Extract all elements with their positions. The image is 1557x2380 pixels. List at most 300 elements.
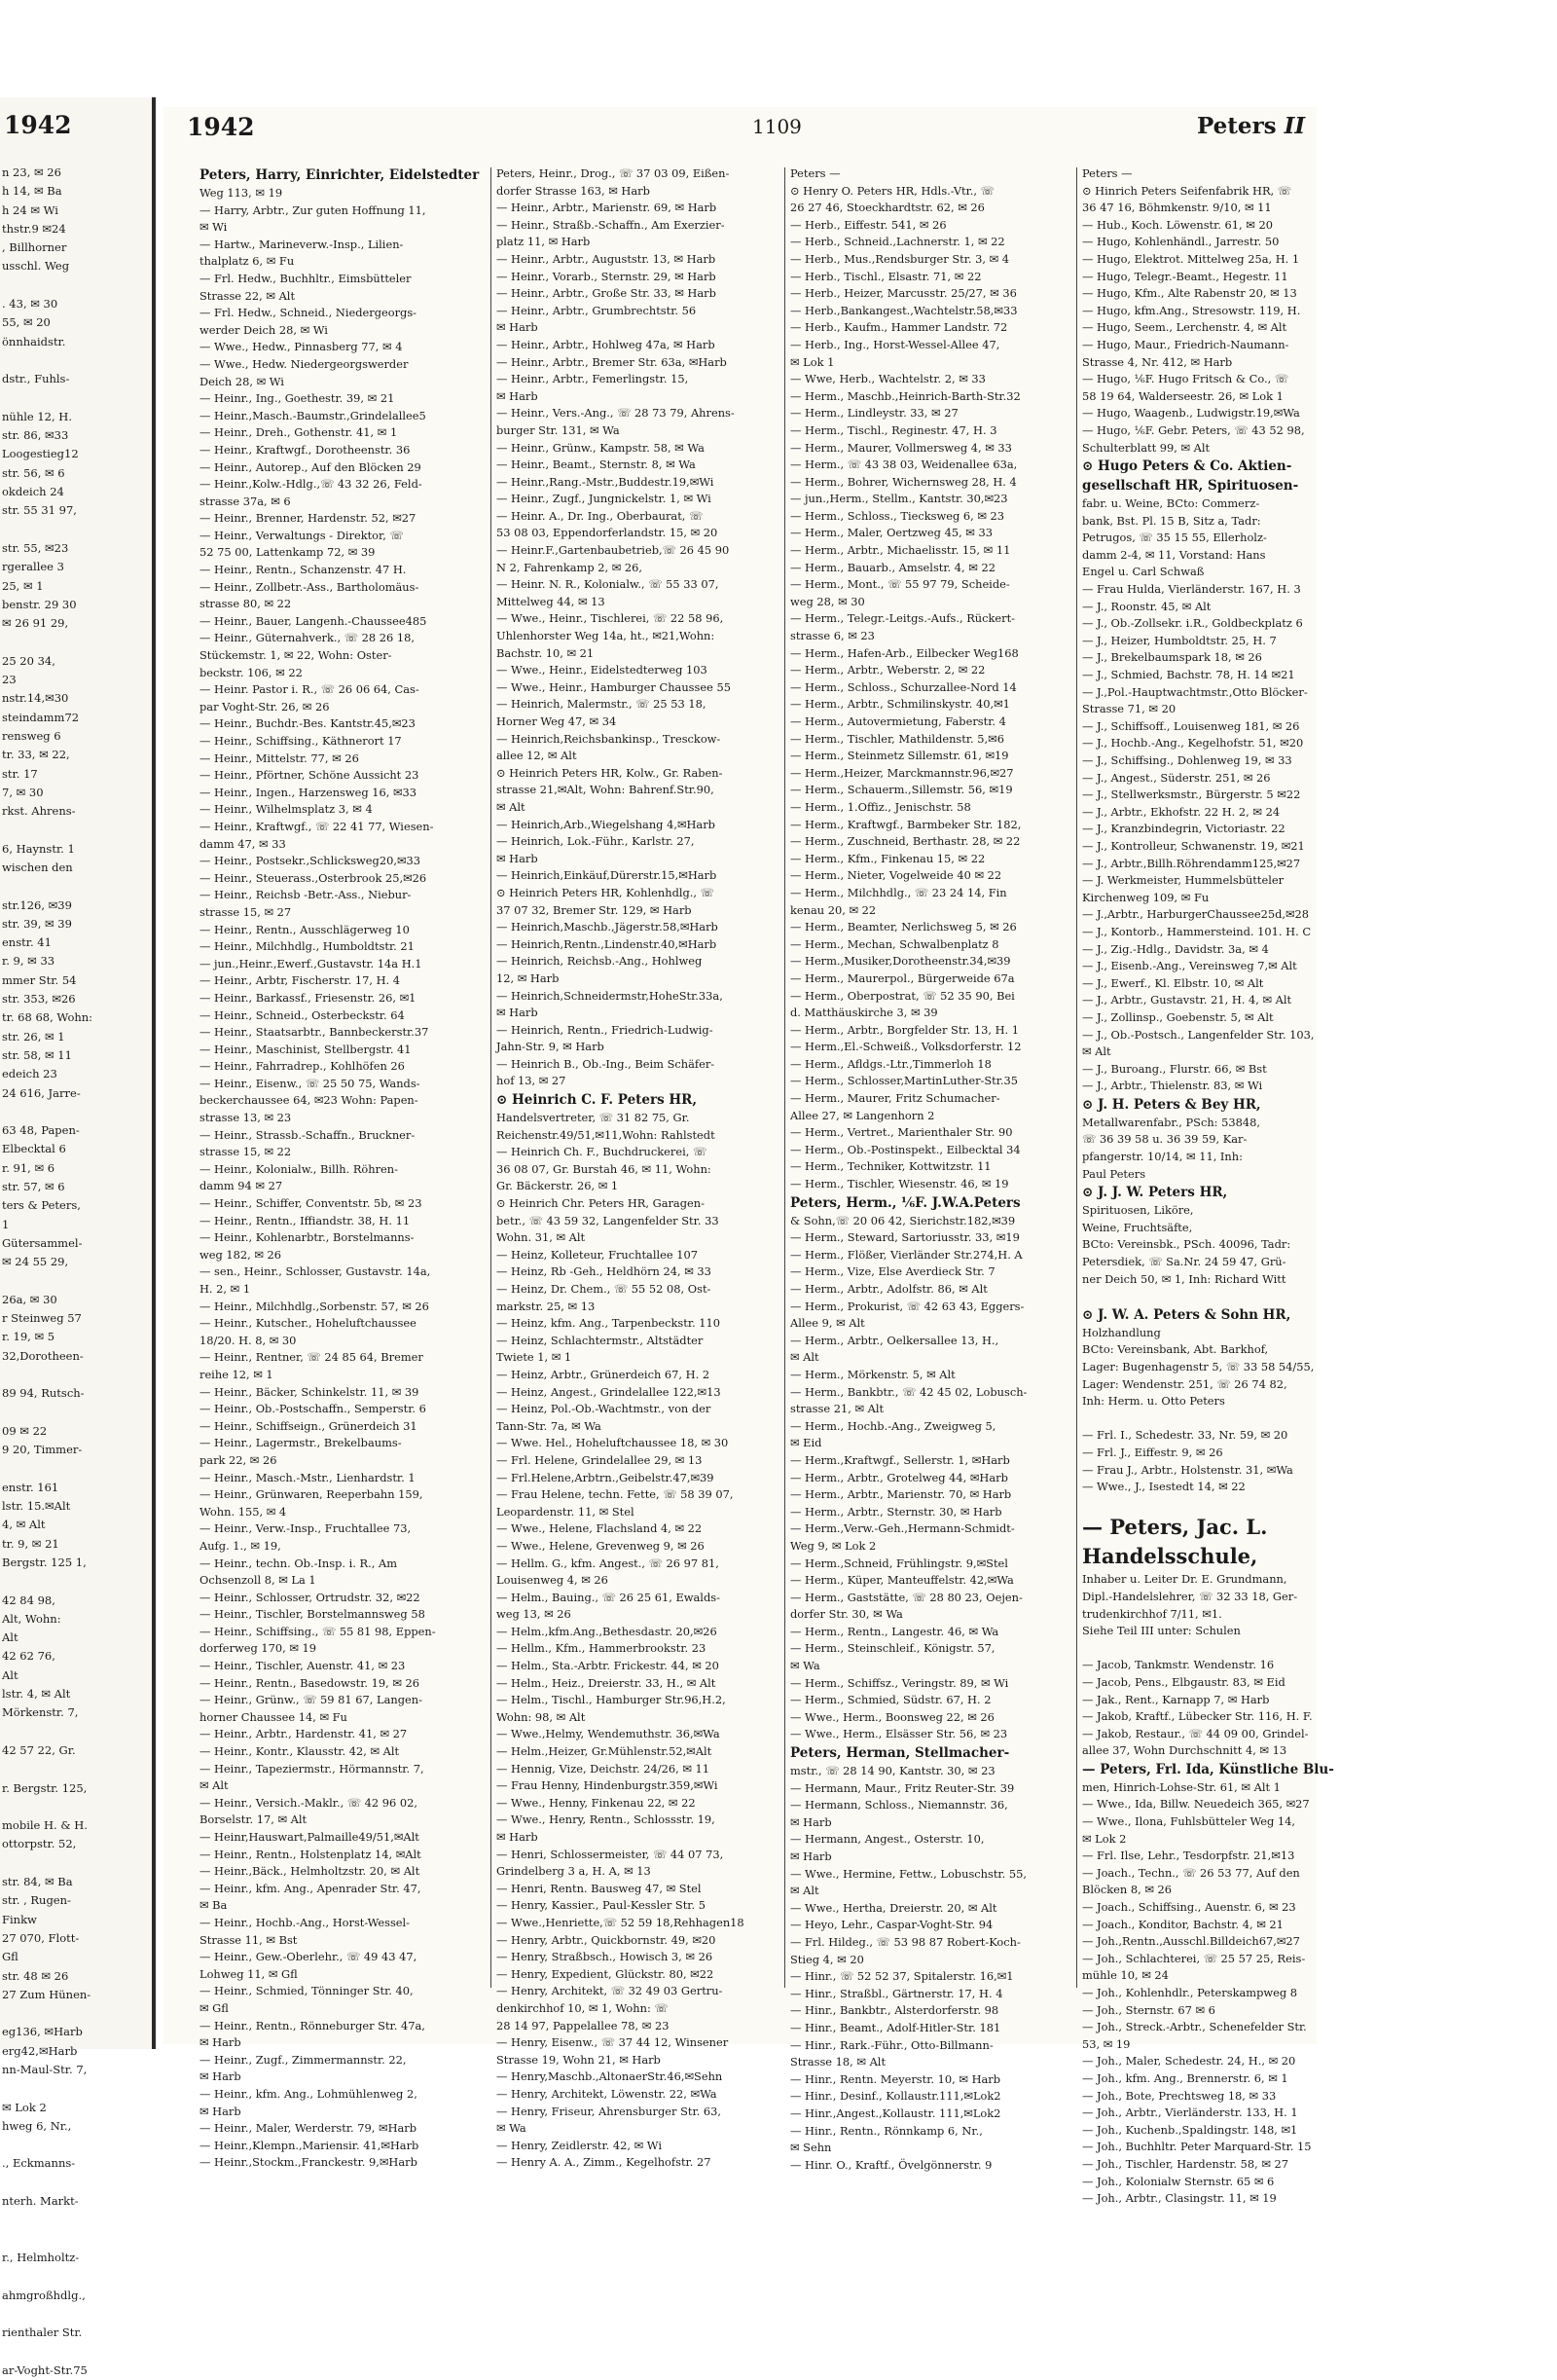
- directory-entry-line: — Heinr., Schneid., Osterbeckstr. 64: [199, 1007, 405, 1022]
- directory-entry-line: — Heinr., Milchhdlg.,Sorbenstr. 57, ✉ 26: [199, 1299, 429, 1313]
- directory-entry-line: — Henry, Zeidlerstr. 42, ✉ Wi: [496, 2138, 662, 2152]
- directory-entry-line: — Frl.Helene,Arbtrn.,Geibelstr.47,✉39: [496, 1470, 714, 1484]
- directory-entry-line: weg 28, ✉ 30: [790, 594, 865, 608]
- directory-entry-line: ⊙ J. J. W. Peters HR,: [1082, 1185, 1228, 1201]
- directory-entry-line: — Heinr,Hauswart,Palmaille49/51,✉Alt: [199, 1830, 419, 1844]
- directory-entry-line: — Heinr., Schmied, Tönninger Str. 40,: [199, 1984, 414, 1998]
- directory-entry-line: — J., Heizer, Humboldtstr. 25, H. 7: [1082, 633, 1277, 647]
- left-page-line: 23: [2, 673, 17, 687]
- directory-entry-line: — Wwe., J., Isestedt 14, ✉ 22: [1082, 1480, 1246, 1494]
- directory-entry-line: — Heinr., Vorarb., Sternstr. 29, ✉ Harb: [496, 269, 716, 283]
- directory-entry-line: mstr., ☏ 28 14 90, Kantstr. 30, ✉ 23: [790, 1764, 996, 1778]
- left-page-line: 42 57 22, Gr.: [2, 1742, 76, 1757]
- directory-entry-line: — Herb., Eiffestr. 541, ✉ 26: [790, 217, 947, 232]
- directory-entry-line: — Heyo, Lehr., Caspar-Voght-Str. 94: [790, 1918, 994, 1932]
- directory-entry-line: 52 75 00, Lattenkamp 72, ✉ 39: [199, 545, 376, 560]
- left-page-line: [2, 1572, 148, 1591]
- left-page-line: 32,Dorotheen-: [2, 1348, 84, 1363]
- directory-entry-line: — Herb., Heizer, Marcusstr. 25/27, ✉ 36: [790, 286, 1017, 301]
- directory-entry-line: Siehe Teil III unter: Schulen: [1082, 1624, 1241, 1638]
- left-page-line: [2, 521, 148, 539]
- directory-entry-line: — Heinrich,Reichsbankinsp., Tresckow-: [496, 731, 721, 746]
- directory-entry-line: — Wwe., Hedw. Niedergeorgswerder: [199, 356, 409, 371]
- directory-entry-line: — J., Ob.-Postsch., Langenfelder Str. 103,: [1082, 1027, 1315, 1042]
- directory-entry-line: — Heinr., Schlosser, Ortrudstr. 32, ✉22: [199, 1590, 420, 1604]
- directory-entry-line: Stückemstr. 1, ✉ 22, Wohn: Oster-: [199, 648, 392, 663]
- directory-entry-line: — Heinr., Ing., Goethestr. 39, ✉ 21: [199, 391, 395, 406]
- directory-entry-line: — Henry, Straßbsch., Howisch 3, ✉ 26: [496, 1950, 713, 1964]
- directory-entry-line: — Wwe., Henry, Rentn., Schlossstr. 19,: [496, 1812, 715, 1827]
- directory-entry-line: BCto: Vereinsbk., PSch. 40096, Tadr:: [1082, 1237, 1291, 1252]
- directory-entry-line: — Hugo, Waagenb., Ludwigstr.19,✉Wa: [1082, 406, 1300, 421]
- directory-entry-line: — J. Werkmeister, Hummelsbütteler: [1082, 873, 1285, 888]
- directory-entry-line: — Herb., Ing., Horst-Wessel-Allee 47,: [790, 337, 1000, 351]
- left-page-line: Elbecktal 6: [2, 1142, 66, 1156]
- directory-entry-line: — Hinr., Desinf., Kollaustr.111,✉Lok2: [790, 2089, 1001, 2104]
- directory-entry-line: — J., Zollinsp., Goebenstr. 5, ✉ Alt: [1082, 1009, 1274, 1024]
- directory-entry-line: Peters —: [1082, 166, 1133, 180]
- directory-entry-line: Peters —: [790, 166, 841, 180]
- left-page-line: 25 20 34,: [2, 653, 55, 668]
- left-page-line: [2, 2305, 148, 2324]
- left-page-line: rensweg 6: [2, 728, 61, 743]
- directory-entry-line: — J., Hochb.-Ang., Kegelhofstr. 51, ✉20: [1082, 736, 1304, 751]
- left-page-line: [2, 2136, 148, 2154]
- directory-entry-line: — Frau Hulda, Vierländerstr. 167, H. 3: [1082, 582, 1301, 597]
- directory-entry-line: strasse 21, ✉ Alt: [790, 1402, 885, 1416]
- directory-entry-line: — Hugo, Elektrot. Mittelweg 25a, H. 1: [1082, 251, 1300, 266]
- directory-entry-line: — Heinr., Lagermstr., Brekelbaums-: [199, 1436, 402, 1450]
- directory-entry-line: Deich 28, ✉ Wi: [199, 374, 284, 388]
- directory-entry-line: — Heinr., Rentner, ☏ 24 85 64, Bremer: [199, 1350, 423, 1365]
- directory-entry-line: d. Matthäuskirche 3, ✉ 39: [790, 1006, 938, 1020]
- left-page-line: [2, 821, 148, 839]
- directory-entry-line: — Herm., Schmied, Südstr. 67, H. 2: [790, 1693, 992, 1707]
- directory-entry-line: — J., Arbtr., Thielenstr. 83, ✉ Wi: [1082, 1079, 1263, 1093]
- directory-entry-line: — Hellm., Kfm., Hammerbrookstr. 23: [496, 1641, 706, 1656]
- page-header: [163, 107, 1317, 154]
- directory-entry-line: — Herb.,Bankangest.,Wachtelstr.58,✉33: [790, 303, 1018, 317]
- directory-entry-line: — J., Schiffsing., Dohlenweg 19, ✉ 33: [1082, 753, 1292, 767]
- directory-entry-line: — Heinrich,Einkäuf,Dürerstr.15,✉Harb: [496, 868, 717, 883]
- directory-entry-line: — Herm., Steinmetz Sillemstr. 61, ✉19: [790, 749, 1009, 763]
- directory-entry-line: — Heinr., Masch.-Mstr., Lienhardstr. 1: [199, 1470, 416, 1484]
- left-page-line: ., Eckmanns-: [2, 2156, 76, 2171]
- directory-entry-line: — Herm., ☏ 43 38 03, Weidenallee 63a,: [790, 458, 1018, 472]
- directory-entry-line: — Hinr., Bankbtr., Alsterdorferstr. 98: [790, 2003, 999, 2018]
- directory-entry-line: — Henry,Maschb.,AltonaerStr.46,✉Sehn: [496, 2069, 723, 2084]
- directory-entry-line: — Herm., Maler, Oertzweg 45, ✉ 33: [790, 526, 993, 540]
- directory-entry-line: — Helm., Bauing., ☏ 26 25 61, Ewalds-: [496, 1590, 720, 1604]
- directory-entry-line: — Helm.,Heizer, Gr.Mühlenstr.52,✉Alt: [496, 1744, 712, 1759]
- left-page-line: 1: [2, 1217, 10, 1231]
- directory-entry-line: — Hinr., Straßbl., Gärtnerstr. 17, H. 4: [790, 1986, 1003, 2000]
- directory-entry-line: & Sohn,☏ 20 06 42, Sierichstr.182,✉39: [790, 1213, 1016, 1227]
- left-page-line: str. 55 31 97,: [2, 503, 77, 518]
- directory-entry-line: — J., Kontorb., Hammersteind. 101. H. C: [1082, 924, 1312, 938]
- directory-entry-line: — Heinr., Schiffsing., Käthnerort 17: [199, 734, 402, 748]
- left-page-line: 09 ✉ 22: [2, 1423, 48, 1438]
- left-page-line: rgerallee 3: [2, 560, 64, 574]
- running-title: [1197, 113, 1305, 139]
- directory-entry-line: pfangerstr. 10/14, ✉ 11, Inh:: [1082, 1150, 1243, 1164]
- directory-entry-line: kenau 20, ✉ 22: [790, 902, 877, 917]
- directory-entry-line: — Herb., Tischl., Elsastr. 71, ✉ 22: [790, 269, 982, 283]
- directory-entry-line: dorfer Str. 30, ✉ Wa: [790, 1607, 903, 1622]
- directory-entry-line: — Heinr., Grünw., ☏ 59 81 67, Langen-: [199, 1693, 422, 1707]
- directory-entry-line: — Heinr., Kraftwgf., Dorotheenstr. 36: [199, 442, 411, 457]
- directory-entry-line: allee 37, Wohn Durchschnitt 4, ✉ 13: [1082, 1743, 1287, 1758]
- directory-entry-line: burger Str. 131, ✉ Wa: [496, 422, 620, 437]
- directory-entry-line: — Herm., Vertret., Marienthaler Str. 90: [790, 1125, 1013, 1140]
- left-page-line: [2, 2342, 148, 2361]
- directory-entry-line: — Herm., Maurer, Fritz Schumacher-: [790, 1091, 1000, 1106]
- left-page-line: 63 48, Papen-: [2, 1123, 80, 1138]
- directory-entry-line: Peters, Herm., ⅙F. J.W.A.Peters: [790, 1194, 1021, 1211]
- left-page-line: 6, Haynstr. 1: [2, 841, 75, 856]
- left-page-line: , Billhorner: [2, 240, 67, 255]
- directory-entry-line: — Henry, Kassier., Paul-Kessler Str. 5: [496, 1898, 706, 1913]
- left-page-line: nühle 12, H.: [2, 409, 72, 423]
- directory-entry-line: — Heinz, Rb -Geh., Heldhörn 24, ✉ 33: [496, 1264, 711, 1279]
- directory-entry-line: — Wwe.,Helmy, Wendemuthstr. 36,✉Wa: [496, 1727, 720, 1741]
- directory-entry-line: — Helm., Tischl., Hamburger Str.96,H.2,: [496, 1693, 726, 1707]
- directory-entry-line: — Heinz, Kolleteur, Fruchtallee 107: [496, 1247, 698, 1262]
- directory-entry-line: — Herm., Steinschleif., Königstr. 57,: [790, 1641, 996, 1656]
- directory-entry-line: — Herm., Zuschneid, Berthastr. 28, ✉ 22: [790, 834, 1021, 849]
- left-page-line: nterh. Markt-: [2, 2194, 79, 2209]
- left-page-line: Alt: [2, 1667, 18, 1682]
- directory-entry-line: — Harry, Arbtr., Zur guten Hoffnung 11,: [199, 202, 426, 217]
- directory-entry-line: — Heinr.,Stockm.,Franckestr. 9,✉Harb: [199, 2155, 417, 2170]
- left-page-line: dstr., Fuhls-: [2, 372, 70, 386]
- directory-entry-line: — Heinrich,Rentn.,Lindenstr.40,✉Harb: [496, 936, 717, 951]
- directory-entry-line: — Heinr., Grünwaren, Reeperbahn 159,: [199, 1487, 423, 1502]
- left-page-line: [2, 2211, 148, 2229]
- directory-entry-line: — Herm., Arbtr., Weberstr. 2, ✉ 22: [790, 663, 986, 677]
- directory-entry-line: — Hugo, kfm.Ang., Stresowstr. 119, H.: [1082, 303, 1301, 317]
- directory-entry-line: — Hennig, Vize, Deichstr. 24/26, ✉ 11: [496, 1761, 710, 1776]
- left-page-line: . 43, ✉ 30: [2, 297, 58, 311]
- directory-entry-line: — Heinr., Tapeziermstr., Hörmannstr. 7,: [199, 1761, 424, 1776]
- left-page-line: [2, 1103, 148, 1121]
- left-page-line: str. 353, ✉26: [2, 992, 76, 1007]
- directory-entry-line: — Heinr., Barkassf., Friesenstr. 26, ✉1: [199, 990, 416, 1005]
- left-page-line: 7, ✉ 30: [2, 785, 44, 799]
- directory-entry-line: Handelsschule,: [1082, 1544, 1258, 1569]
- directory-entry-line: — Herm., Nieter, Vogelweide 40 ✉ 22: [790, 868, 1002, 883]
- directory-entry-line: — Herm.,Heizer, Marckmannstr.96,✉27: [790, 765, 1014, 780]
- left-page-line: str. 56, ✉ 6: [2, 465, 65, 480]
- left-page-line: edeich 23: [2, 1067, 57, 1081]
- directory-entry-line: Blöcken 8, ✉ 26: [1082, 1883, 1172, 1897]
- directory-entry-line: — Heinrich, Malermstr., ☏ 25 53 18,: [496, 697, 706, 712]
- directory-entry-line: — Herm., Vize, Else Averdieck Str. 7: [790, 1264, 996, 1279]
- directory-entry-line: — jun.,Herm., Stellm., Kantstr. 30,✉23: [790, 492, 1008, 506]
- left-page-line: steindamm72: [2, 710, 80, 724]
- left-page-line: rienthaler Str.: [2, 2325, 83, 2340]
- directory-column-2: [496, 165, 780, 2170]
- directory-entry-line: — J., Stellwerksmstr., Bürgerstr. 5 ✉22: [1082, 787, 1301, 802]
- directory-entry-line: — Herb., Schneid.,Lachnerstr. 1, ✉ 22: [790, 235, 1005, 249]
- directory-entry-line: — Joh., Kolonialw Sternstr. 65 ✉ 6: [1082, 2174, 1275, 2188]
- directory-entry-line: Allee 9, ✉ Alt: [790, 1316, 865, 1331]
- directory-entry-line: — Heinr., Eisenw., ☏ 25 50 75, Wands-: [199, 1076, 420, 1090]
- directory-entry-line: — Wwe, Herb., Wachtelstr. 2, ✉ 33: [790, 372, 986, 386]
- directory-entry-line: — Heinz, kfm. Ang., Tarpenbeckstr. 110: [496, 1316, 721, 1331]
- directory-entry-line: — Herm., Ob.-Postinspekt., Eilbecktal 34: [790, 1142, 1021, 1156]
- left-page-line: tr. 9, ✉ 21: [2, 1536, 59, 1551]
- directory-entry-line: — sen., Heinr., Schlosser, Gustavstr. 14a,: [199, 1264, 431, 1279]
- directory-entry-line: — Heinrich,Schneidermstr,HoheStr.33a,: [496, 988, 723, 1003]
- directory-entry-line: — Hinr.,Angest.,Kollaustr. 111,✉Lok2: [790, 2105, 1001, 2120]
- left-page-line: str. 39, ✉ 39: [2, 916, 72, 931]
- directory-entry-line: — Hermann, Maur., Fritz Reuter-Str. 39: [790, 1780, 1015, 1795]
- left-page-line: hweg 6, Nr.,: [2, 2118, 72, 2133]
- directory-entry-line: ✉ Alt: [1082, 1044, 1111, 1059]
- directory-entry-line: — Herm., Mont., ☏ 55 97 79, Scheide-: [790, 577, 1010, 592]
- directory-entry-line: Leopardenstr. 11, ✉ Stel: [496, 1504, 634, 1519]
- directory-entry-line: — Heinr., Beamt., Sternstr. 8, ✉ Wa: [496, 458, 696, 472]
- directory-entry-line: — Heinr., Arbtr., Femerlingstr. 15,: [496, 372, 689, 386]
- directory-entry-line: Strasse 71, ✉ 20: [1082, 702, 1177, 716]
- left-page-line: Loogestieg12: [2, 447, 79, 461]
- directory-entry-line: — Heinr., Hochb.-Ang., Horst-Wessel-: [199, 1915, 411, 1929]
- directory-entry-line: — Heinr., Bauer, Langenh.-Chaussee485: [199, 613, 427, 628]
- left-page-line: str. 17: [2, 766, 38, 781]
- directory-entry-line: ⊙ Hugo Peters & Co. Aktien-: [1082, 458, 1292, 475]
- left-page-line: Alt, Wohn:: [2, 1611, 61, 1626]
- directory-entry-line: — J., Schmied, Bachstr. 78, H. 14 ✉21: [1082, 668, 1295, 682]
- directory-entry-line: Jahn-Str. 9, ✉ Harb: [496, 1040, 604, 1054]
- directory-entry-line: — Herm., Oberpostrat, ☏ 52 35 90, Bei: [790, 988, 1015, 1003]
- directory-entry-line: — Herm., Bohrer, Wichernsweg 28, H. 4: [790, 474, 1017, 489]
- left-page-line: [2, 1272, 148, 1291]
- directory-entry-line: — J.,Arbtr., HarburgerChaussee25d,✉28: [1082, 907, 1310, 922]
- left-page-line: nstr.14,✉30: [2, 691, 69, 706]
- directory-entry-line: strasse 37a, ✉ 6: [199, 494, 291, 508]
- directory-entry-line: 37 07 32, Bremer Str. 129, ✉ Harb: [496, 902, 692, 917]
- directory-entry-line: — Heinrich, Rentn., Friedrich-Ludwig-: [496, 1022, 713, 1037]
- directory-page: [163, 107, 1334, 2206]
- directory-entry-line: — Heinr., Tischler, Auenstr. 41, ✉ 23: [199, 1659, 406, 1673]
- directory-entry-line: strasse 6, ✉ 23: [790, 629, 875, 643]
- left-page-line: r., Helmholtz-: [2, 2250, 80, 2264]
- directory-entry-line: beckerchaussee 64, ✉23 Wohn: Papen-: [199, 1093, 418, 1108]
- directory-entry-line: Petrugos, ☏ 35 15 55, Ellerholz-: [1082, 531, 1267, 545]
- directory-entry-line: Metallwarenfabr., PSch: 53848,: [1082, 1115, 1260, 1129]
- directory-entry-line: BCto: Vereinsbank, Abt. Barkhof,: [1082, 1342, 1269, 1357]
- directory-entry-line: ⊙ J. W. A. Peters & Sohn HR,: [1082, 1306, 1291, 1323]
- directory-entry-line: — Heinr., Rentn., Rönneburger Str. 47a,: [199, 2018, 425, 2032]
- directory-entry-line: [1082, 1410, 1312, 1428]
- directory-entry-line: — Hellm. G., kfm. Angest., ☏ 26 97 81,: [496, 1556, 719, 1570]
- directory-entry-line: — Heinr., Güternahverk., ☏ 28 26 18,: [199, 631, 415, 645]
- directory-entry-line: — Hugo, ⅙F. Hugo Fritsch & Co., ☏: [1082, 372, 1289, 386]
- directory-entry-line: — Joh., Kohlenhdlr., Peterskampweg 8: [1082, 1986, 1298, 1999]
- directory-entry-line: — Heinr., techn. Ob.-Insp. i. R., Am: [199, 1556, 397, 1570]
- directory-entry-line: — Frl. J., Eiffestr. 9, ✉ 26: [1082, 1445, 1223, 1459]
- directory-entry-line: Wohn. 31, ✉ Alt: [496, 1230, 586, 1245]
- directory-entry-line: — Henry, Expedient, Glückstr. 80, ✉22: [496, 1966, 714, 1981]
- directory-entry-line: — Henry, Architekt, ☏ 32 49 03 Gertru-: [496, 1984, 723, 1998]
- directory-entry-line: Weine, Fruchtsäfte,: [1082, 1220, 1193, 1234]
- directory-entry-line: — Joach., Schiffsing., Auenstr. 6, ✉ 23: [1082, 1900, 1296, 1915]
- directory-entry-line: — Wwe., Heinr., Tischlerei, ☏ 22 58 96,: [496, 611, 724, 626]
- directory-entry-line: fabr. u. Weine, BCto: Commerz-: [1082, 496, 1260, 511]
- left-page-line: ottorpstr. 52,: [2, 1837, 77, 1851]
- directory-entry-line: 26 27 46, Stoeckhardtstr. 62, ✉ 26: [790, 201, 985, 215]
- directory-entry-line: Allee 27, ✉ Langenhorn 2: [790, 1108, 935, 1122]
- left-page-line: önnhaidstr.: [2, 334, 66, 348]
- directory-entry-line: betr., ☏ 43 59 32, Langenfelder Str. 33: [496, 1213, 719, 1227]
- directory-entry-line: — Heinr., Mittelstr. 77, ✉ 26: [199, 751, 359, 765]
- directory-entry-line: — Henry, Friseur, Ahrensburger Str. 63,: [496, 2104, 722, 2118]
- left-page-line: ar-Voght-Str.75: [2, 2362, 88, 2377]
- directory-entry-line: ⊙ J. H. Peters & Bey HR,: [1082, 1096, 1261, 1113]
- directory-entry-line: damm 47, ✉ 33: [199, 836, 286, 851]
- directory-entry-line: — Herm., Arbtr., Marienstr. 70, ✉ Harb: [790, 1487, 1012, 1502]
- directory-entry-line: Stieg 4, ✉ 20: [790, 1952, 864, 1966]
- directory-entry-line: — Herm., Schauerm.,Sillemstr. 56, ✉19: [790, 783, 1013, 797]
- directory-entry-line: Twiete 1, ✉ 1: [496, 1350, 572, 1365]
- directory-entry-line: — Heinr., Staatsarbtr., Bannbeckerstr.37: [199, 1025, 429, 1040]
- left-page-line: r. Bergstr. 125,: [2, 1780, 88, 1795]
- left-page-line: str. , Rugen-: [2, 1893, 71, 1908]
- directory-entry-line: — Herb., Kaufm., Hammer Landstr. 72: [790, 320, 1008, 335]
- directory-entry-line: — Jak., Rent., Karnapp 7, ✉ Harb: [1082, 1692, 1270, 1706]
- directory-entry-line: Schulterblatt 99, ✉ Alt: [1082, 440, 1211, 455]
- directory-entry-line: — Heinr.,Bäck., Helmholtzstr. 20, ✉ Alt: [199, 1864, 420, 1879]
- directory-entry-line: — Herm.,Musiker,Dorotheenstr.34,✉39: [790, 954, 1011, 969]
- directory-entry-line: — J., Zig.-Hdlg., Davidstr. 3a, ✉ 4: [1082, 941, 1269, 956]
- directory-entry-line: ✉ Alt: [496, 799, 525, 814]
- directory-entry-line: — J., Schiffsoff., Louisenweg 181, ✉ 26: [1082, 718, 1300, 733]
- directory-entry-line: strasse 15, ✉ 27: [199, 904, 292, 919]
- directory-entry-line: — Heinr.,Klempn.,Mariensir. 41,✉Harb: [199, 2138, 419, 2152]
- directory-entry-line: ✉ Harb: [199, 2069, 241, 2084]
- directory-entry-line: ner Deich 50, ✉ 1, Inh: Richard Witt: [1082, 1271, 1286, 1286]
- directory-entry-line: — Herm., Techniker, Kottwitzstr. 11: [790, 1159, 992, 1174]
- directory-entry-line: — Hinr., Beamt., Adolf-Hitler-Str. 181: [790, 2020, 1001, 2034]
- left-page-line: Mörkenstr. 7,: [2, 1705, 79, 1720]
- directory-entry-line: Lohweg 11, ✉ Gfl: [199, 1966, 298, 1981]
- left-page-line: erg42,✉Harb: [2, 2043, 78, 2058]
- directory-entry-line: — Herm., Kfm., Finkenau 15, ✉ 22: [790, 851, 986, 865]
- directory-entry-line: — Henri, Schlossermeister, ☏ 44 07 73,: [496, 1847, 724, 1861]
- directory-entry-line: — Heinr., Arbtr., Auguststr. 13, ✉ Harb: [496, 251, 716, 266]
- directory-entry-line: markstr. 25, ✉ 13: [496, 1299, 596, 1313]
- directory-entry-line: — Wwe., Hedw., Pinnasberg 77, ✉ 4: [199, 340, 403, 354]
- directory-entry-line: ✉ Wa: [790, 1659, 820, 1673]
- directory-entry-line: — Heinr., Rentn., Ausschlägerweg 10: [199, 922, 410, 936]
- directory-entry-line: — Hinr., Rentn. Meyerstr. 10, ✉ Harb: [790, 2071, 1001, 2086]
- directory-entry-line: — Herm., Lindleystr. 33, ✉ 27: [790, 406, 959, 421]
- directory-entry-line: — Heinr., Zollbetr.-Ass., Bartholomäus-: [199, 579, 419, 594]
- left-page-line: [2, 2174, 148, 2192]
- directory-entry-line: Petersdiek, ☏ Sa.Nr. 24 59 47, Grü-: [1082, 1255, 1286, 1269]
- directory-entry-line: Inh: Herm. u. Otto Peters: [1082, 1394, 1225, 1409]
- directory-entry-line: gesellschaft HR, Spirituosen-: [1082, 478, 1299, 494]
- directory-entry-line: — Hartw., Marineverw.-Insp., Lilien-: [199, 237, 404, 251]
- directory-entry-line: — Frl. Hedw., Schneid., Niedergeorgs-: [199, 306, 417, 320]
- left-page-line: h 24 ✉ Wi: [2, 202, 58, 217]
- column-rule: [1076, 167, 1077, 1988]
- left-page-line: str. 84, ✉ Ba: [2, 1875, 73, 1889]
- directory-entry-line: — Herm., Prokurist, ☏ 42 63 43, Eggers-: [790, 1299, 1025, 1313]
- directory-entry-line: — Heinrich B., Ob.-Ing., Beim Schäfer-: [496, 1056, 715, 1071]
- directory-entry-line: — Heinr., Arbtr., Marienstr. 69, ✉ Harb: [496, 201, 717, 215]
- left-page-line: [2, 351, 148, 370]
- directory-entry-line: — Heinr., Arbtr., Große Str. 33, ✉ Harb: [496, 286, 716, 301]
- left-page-line: 25, ✉ 1: [2, 578, 44, 593]
- directory-entry-line: ⊙ Heinrich Peters HR, Kohlenhdlg., ☏: [496, 885, 714, 899]
- directory-entry-line: — Herm., Afldgs.-Ltr.,Timmerloh 18: [790, 1056, 992, 1071]
- directory-entry-line: — Heinr., Rentn., Schanzenstr. 47 H.: [199, 563, 407, 577]
- directory-entry-line: — Heinr., Zugf., Zimmermannstr. 22,: [199, 2052, 407, 2067]
- directory-entry-line: — Heinrich, Lok.-Führ., Karlstr. 27,: [496, 834, 695, 849]
- directory-entry-line: Tann-Str. 7a, ✉ Wa: [496, 1418, 601, 1433]
- directory-entry-line: ✉ Harb: [496, 1006, 538, 1020]
- directory-entry-line: strasse 21,✉Alt, Wohn: Bahrenf.Str.90,: [496, 783, 714, 797]
- left-page-line: str. 26, ✉ 1: [2, 1029, 65, 1044]
- directory-entry-line: ✉ Ba: [199, 1898, 228, 1913]
- directory-entry-line: — Heinr., Vers.-Ang., ☏ 28 73 79, Ahrens-: [496, 406, 735, 421]
- column-rule: [490, 167, 491, 1988]
- directory-entry-line: — Frl. Hedw., Buchhltr., Eimsbütteler: [199, 271, 412, 285]
- directory-entry-line: — J., Roonstr. 45, ✉ Alt: [1082, 599, 1212, 613]
- directory-entry-line: — Jakob, Kraftf., Lübecker Str. 116, H. F.: [1082, 1709, 1313, 1724]
- directory-entry-line: 36 47 16, Böhmkenstr. 9/10, ✉ 11: [1082, 201, 1272, 215]
- directory-entry-line: 36 08 07, Gr. Burstah 46, ✉ 11, Wohn:: [496, 1161, 711, 1176]
- directory-entry-line: — Joh., Schlachterei, ☏ 25 57 25, Reis-: [1082, 1951, 1306, 1965]
- directory-entry-line: — Joh., kfm. Ang., Brennerstr. 6, ✉ 1: [1082, 2070, 1288, 2085]
- directory-entry-line: — Herm., Schloss., Schurzallee-Nord 14: [790, 679, 1017, 694]
- directory-entry-line: ✉ Lok 2: [1082, 1831, 1127, 1846]
- directory-entry-line: — Herm., Hafen-Arb., Eilbecker Weg168: [790, 645, 1019, 660]
- directory-entry-line: — Heinr., Arbtr., Grumbrechtstr. 56: [496, 303, 697, 317]
- left-page-line: mobile H. & H.: [2, 1818, 88, 1833]
- directory-entry-line: — Heinrich Ch. F., Buchdruckerei, ☏: [496, 1145, 707, 1159]
- left-page-line: wischen den: [2, 860, 73, 874]
- directory-entry-line: — Wwe., Helene, Flachsland 4, ✉ 22: [496, 1521, 703, 1536]
- directory-entry-line: — Herm., Arbtr., Schmilinskystr. 40,✉1: [790, 697, 1010, 712]
- directory-entry-line: — Hugo, Telegr.-Beamt., Hegestr. 11: [1082, 269, 1288, 283]
- directory-entry-line: Holzhandlung: [1082, 1325, 1161, 1339]
- directory-entry-line: — Helm., Sta.-Arbtr. Frickestr. 44, ✉ 20: [496, 1659, 719, 1673]
- directory-entry-line: thalplatz 6, ✉ Fu: [199, 254, 295, 269]
- directory-entry-line: Louisenweg 4, ✉ 26: [496, 1573, 608, 1588]
- directory-entry-line: — Heinr., Schiffer, Conventstr. 5b, ✉ 23: [199, 1196, 422, 1211]
- directory-entry-line: — Jacob, Pens., Elbgaustr. 83, ✉ Eid: [1082, 1674, 1285, 1689]
- directory-entry-line: ✉ Harb: [496, 320, 538, 335]
- directory-entry-line: damm 94 ✉ 27: [199, 1179, 283, 1193]
- directory-entry-line: — Hinr., ☏ 52 52 37, Spitalerstr. 16,✉1: [790, 1969, 1014, 1984]
- left-page-line: mmer Str. 54: [2, 972, 77, 987]
- directory-entry-line: — Hugo, Kfm., Alte Rabenstr 20, ✉ 13: [1082, 286, 1297, 301]
- directory-entry-line: — Hermann, Schloss., Niemannstr. 36,: [790, 1798, 1008, 1812]
- directory-entry-line: — Heinrich, Reichsb.-Ang., Hohlweg: [496, 954, 703, 969]
- left-page-line: r Steinweg 57: [2, 1311, 82, 1326]
- directory-entry-line: — Heinr., Ingen., Harzensweg 16, ✉33: [199, 785, 417, 799]
- left-page-line: str. 55, ✉23: [2, 540, 69, 555]
- directory-entry-line: — Hinr., Rentn., Rönnkamp 6, Nr.,: [790, 2123, 983, 2138]
- directory-entry-line: — Herm., Arbtr., Michaelisstr. 15, ✉ 11: [790, 543, 1011, 558]
- directory-entry-line: — Wwe.,Henriette,☏ 52 59 18,Rehhagen18: [496, 1915, 744, 1929]
- directory-entry-line: — Joh., Kuchenb.,Spaldingstr. 148, ✉1: [1082, 2122, 1298, 2137]
- directory-entry-line: ✉ Wi: [199, 220, 228, 235]
- left-page-line: tr. 68 68, Wohn:: [2, 1010, 93, 1025]
